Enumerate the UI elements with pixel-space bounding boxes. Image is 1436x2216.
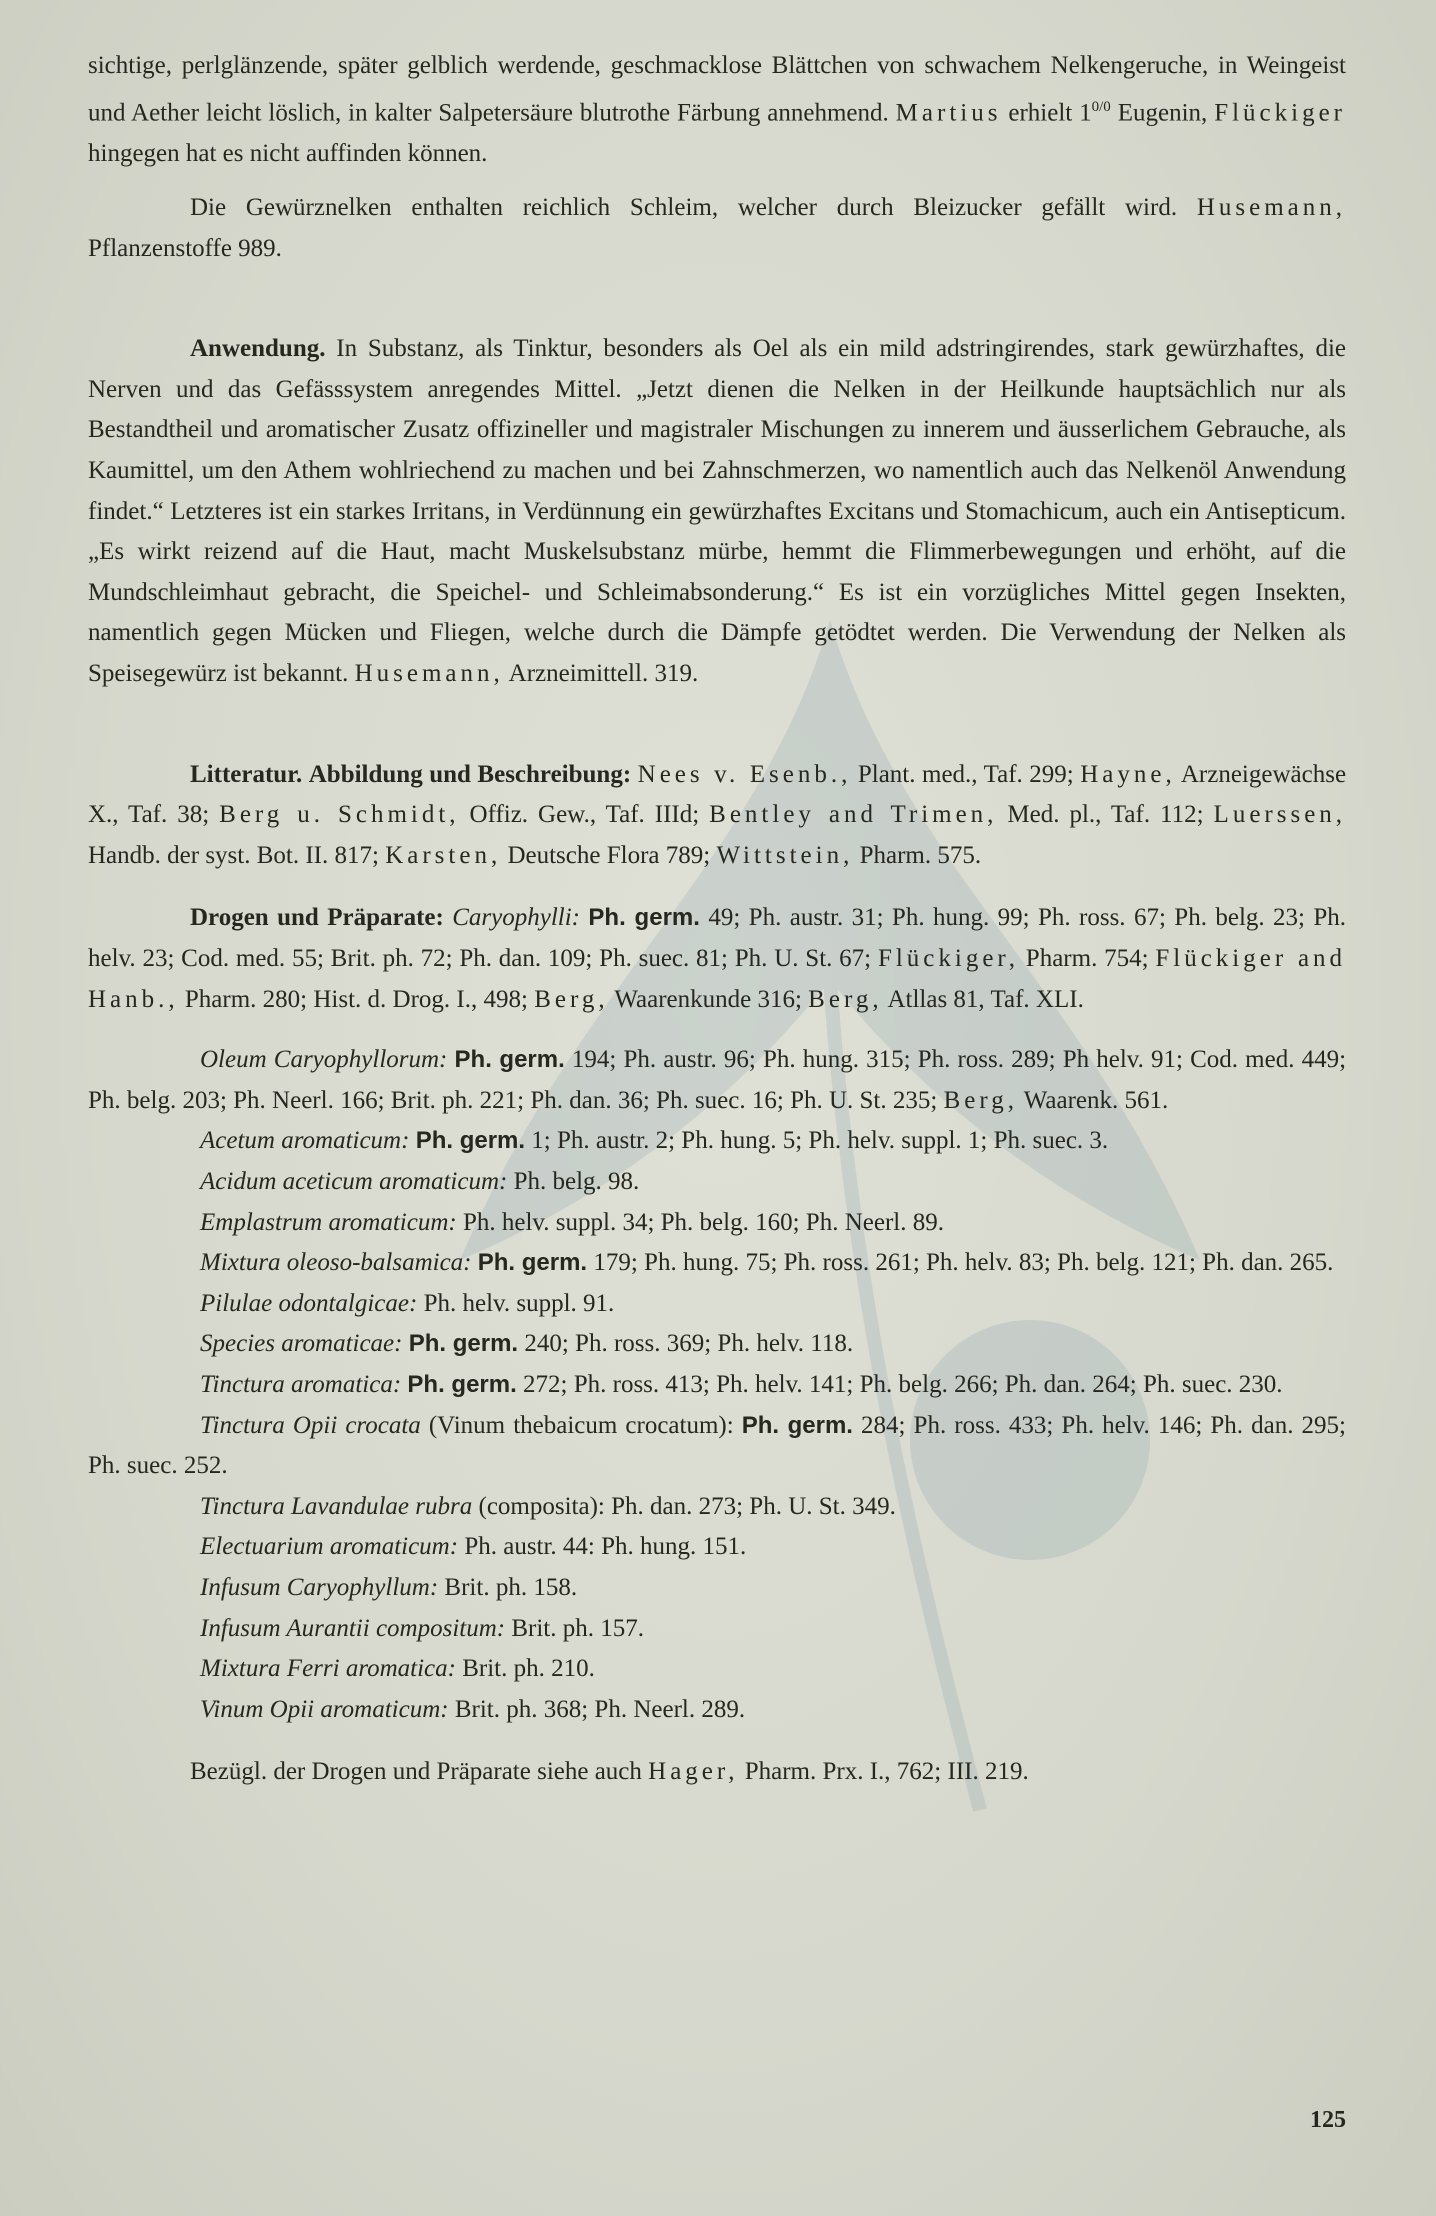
preparation-entry — [88, 1609, 1346, 1650]
preparation-entry — [88, 1649, 1346, 1690]
section-heading: Drogen und Präparate: — [190, 904, 444, 932]
preparation-name: Species aromaticae: — [200, 1330, 403, 1358]
text: hingegen hat es nicht auffinden können. — [88, 139, 488, 167]
text: Arzneigewächse X., Taf. 38; — [88, 760, 1347, 829]
author-name: Flückiger — [1214, 98, 1347, 126]
preparation-entry — [88, 1568, 1346, 1609]
preparation-refs: Ph. austr. 44: Ph. hung. 151. — [464, 1533, 747, 1561]
preparation-name: Pilulae odontalgicae: — [200, 1289, 418, 1317]
preparation-entry — [88, 1243, 1346, 1284]
ph-germ-label: Ph. germ. — [415, 1127, 526, 1155]
preparation-entry — [88, 1406, 1346, 1487]
preparation-name: Acetum aromaticum: — [200, 1127, 410, 1155]
ph-germ-label: Ph. germ. — [741, 1411, 853, 1439]
section-anwendung — [88, 329, 1346, 694]
author-name: Berg, — [534, 985, 609, 1013]
preparation-entry — [88, 1040, 1346, 1121]
page-text — [88, 46, 1346, 1793]
section-subheading: Abbildung und Beschreibung: — [308, 760, 632, 788]
author-name: Bentley and Trimen, — [709, 801, 998, 829]
preparation-refs: Ph. belg. 98. — [513, 1167, 640, 1195]
text: Pflanzenstoffe 989. — [88, 234, 282, 262]
text: Pharm. 754; — [1025, 945, 1149, 973]
text: Med. pl., Taf. 112; — [1007, 801, 1204, 829]
preparation-name: Mixtura Ferri aromatica: — [200, 1655, 456, 1683]
preparation-refs: Brit. ph. 157. — [511, 1614, 644, 1642]
section-heading: Anwendung. — [190, 335, 326, 363]
preparation-refs: Brit. ph. 210. — [462, 1655, 595, 1683]
author-name: Luerssen, — [1213, 801, 1347, 829]
preparation-name: Acidum aceticum aromaticum: — [200, 1167, 508, 1195]
preparations-list — [88, 1040, 1346, 1730]
text: Pharm. 280; Hist. d. Drog. I., 498; — [184, 985, 528, 1013]
section-heading: Litteratur. — [190, 760, 303, 788]
preparation-entry — [88, 1487, 1346, 1528]
preparation-refs: Waarenk. 561. — [1023, 1086, 1169, 1114]
paragraph-hager — [88, 1752, 1346, 1793]
preparation-entry — [88, 1527, 1346, 1568]
paragraph-schleim — [88, 188, 1346, 269]
preparation-name: Mixtura oleoso-balsamica: — [200, 1249, 472, 1277]
ph-germ-label: Ph. germ. — [588, 904, 700, 932]
percent-sign: 0/0 — [1091, 98, 1111, 115]
text: Pharm. Prx. I., 762; III. 219. — [744, 1758, 1029, 1786]
author-name: Flückiger, — [877, 945, 1019, 973]
text: Bezügl. der Drogen und Präparate siehe auch — [190, 1758, 642, 1786]
author-name: Berg u. Schmidt, — [219, 801, 460, 829]
preparation-entry — [88, 1690, 1346, 1731]
preparation-name: Infusum Caryophyllum: — [200, 1573, 439, 1601]
preparation-name: Vinum Opii aromaticum: — [200, 1695, 449, 1723]
section-litteratur — [88, 755, 1346, 877]
drug-name: Caryophylli: — [452, 904, 580, 932]
preparation-refs: 272; Ph. ross. 413; Ph. helv. 141; Ph. belg. 266; Ph. dan. 264; Ph. suec. 230. — [523, 1370, 1283, 1398]
text: 49; Ph. austr. 31; Ph. hung. 99; Ph. ross. 67; Ph. belg. 23; Ph. helv. 23; Cod. med. 55; Brit. ph. 72; Ph. dan. 109; Ph. suec. 81; Ph. U. St. 67; — [88, 904, 1347, 973]
author-name: Berg, — [808, 985, 883, 1013]
author-name: Martius — [895, 98, 1002, 126]
paragraph-description — [88, 46, 1346, 174]
preparation-entry — [88, 1365, 1346, 1406]
text: Eugenin, — [1117, 98, 1208, 126]
preparation-refs: (composita): Ph. dan. 273; Ph. U. St. 349. — [478, 1492, 896, 1520]
preparation-entry — [88, 1162, 1346, 1203]
text: In Substanz, als Tinktur, besonders als Oel als ein mild adstringirendes, stark gewürzhaftes, die Nerven und das Gefässsystem anregendes Mittel. „Jetzt dienen die Nelken in der Heilkunde hauptsächlich nur als Bestandtheil und aromatischer Zusatz offizineller und magistraler Mischungen zu innerem und äusserlichem Gebrauche, als Kaumittel, um den Athem wohlriechend zu machen und bei Zahnschmerzen, wo namentlich auch das Nelkenöl Anwendung findet.“ Letzteres ist ein starkes Irritans, in Verdünnung ein gewürzhaftes Excitans und Stomachicum, auch ein Antisepticum. „Es wirkt reizend auf die Haut, macht Muskelsubstanz mürbe, hemmt die Flimmerbewegungen und erhöht, auf die Mundschleimhaut gebracht, die Speichel- und Schleimabsonderung.“ Es ist ein vorzügliches Mittel gegen Insekten, namentlich gegen Mücken und Fliegen, welche durch die Dämpfe getödtet werden. Die Verwendung der Nelken als Speisegewürz ist bekannt. — [88, 335, 1347, 688]
text: sichtige, perlglänzende, später gelblich werdende, geschmacklose Blättchen von schwachem Nelkengeruche, in Weingeist und Aether leicht löslich, in kalter Salpetersäure blutrothe Färbung annehmend. — [88, 52, 1346, 126]
ph-germ-label: Ph. germ. — [408, 1330, 519, 1358]
preparation-entry — [88, 1121, 1346, 1162]
preparation-refs: 194; Ph. austr. 96; Ph. hung. 315; Ph. ross. 289; Ph helv. 91; Cod. med. 449; Ph. belg. 203; Ph. Neerl. 166; Brit. ph. 221; Ph. dan. 36; Ph. suec. 16; Ph. U. St. 235; — [88, 1046, 1347, 1114]
preparation-name: Electuarium aromaticum: — [200, 1533, 459, 1561]
section-drogen — [88, 898, 1346, 1020]
page-number: 125 — [1310, 2107, 1346, 2133]
preparation-entry — [88, 1324, 1346, 1365]
preparation-entry — [88, 1284, 1346, 1325]
ph-germ-label: Ph. germ. — [407, 1370, 517, 1398]
preparation-refs: 240; Ph. ross. 369; Ph. helv. 118. — [524, 1330, 854, 1358]
text: Arzneimittell. 319. — [508, 660, 699, 688]
preparation-name: Tinctura Lavandulae rubra — [200, 1492, 473, 1520]
preparation-refs: 284; Ph. ross. 433; Ph. helv. 146; Ph. dan. 295; Ph. suec. 252. — [88, 1411, 1347, 1480]
text: Atllas 81, Taf. XLI. — [887, 985, 1084, 1013]
text: Waarenkunde 316; — [614, 985, 802, 1013]
text: Handb. der syst. Bot. II. 817; — [88, 841, 379, 869]
author-name: Karsten, — [385, 841, 502, 869]
text: Deutsche Flora 789; — [507, 841, 711, 869]
author-name: Nees v. Esenb., — [637, 760, 852, 788]
ph-germ-label: Ph. germ. — [454, 1046, 565, 1074]
author-name: Hager, — [648, 1758, 739, 1786]
author-name: Hayne, — [1080, 760, 1176, 788]
preparation-name: Tinctura Opii crocata — [200, 1411, 421, 1439]
text: Plant. med., Taf. 299; — [857, 760, 1074, 788]
author-name: Berg, — [943, 1086, 1018, 1114]
preparation-name: Tinctura aromatica: — [200, 1370, 402, 1398]
text: Die Gewürznelken enthalten reichlich Schleim, welcher durch Bleizucker gefällt wird. — [190, 194, 1178, 222]
text: Pharm. 575. — [859, 841, 982, 869]
preparation-refs: (Vinum thebaicum crocatum): — [428, 1411, 734, 1439]
preparation-name: Infusum Aurantii compositum: — [200, 1614, 506, 1642]
preparation-refs: Ph. helv. suppl. 91. — [423, 1289, 615, 1317]
author-name: Husemann, — [354, 660, 504, 688]
preparation-refs: 179; Ph. hung. 75; Ph. ross. 261; Ph. helv. 83; Ph. belg. 121; Ph. dan. 265. — [593, 1249, 1334, 1277]
preparation-refs: Brit. ph. 368; Ph. Neerl. 289. — [454, 1695, 746, 1723]
preparation-refs: Brit. ph. 158. — [444, 1573, 578, 1601]
preparation-name: Oleum Caryophyllorum: — [200, 1046, 448, 1074]
text: erhielt 1 — [1008, 98, 1092, 126]
preparation-refs: Ph. helv. suppl. 34; Ph. belg. 160; Ph. Neerl. 89. — [462, 1208, 944, 1236]
preparation-refs: 1; Ph. austr. 2; Ph. hung. 5; Ph. helv. suppl. 1; Ph. suec. 3. — [531, 1127, 1109, 1155]
text: Offiz. Gew., Taf. IIId; — [469, 801, 700, 829]
preparation-entry — [88, 1203, 1346, 1244]
ph-germ-label: Ph. germ. — [477, 1249, 588, 1277]
author-name: Flückiger and Hanb., — [88, 945, 1347, 1013]
author-name: Wittstein, — [716, 841, 854, 869]
preparation-name: Emplastrum aromaticum: — [200, 1208, 457, 1236]
author-name: Husemann, — [1196, 194, 1346, 222]
